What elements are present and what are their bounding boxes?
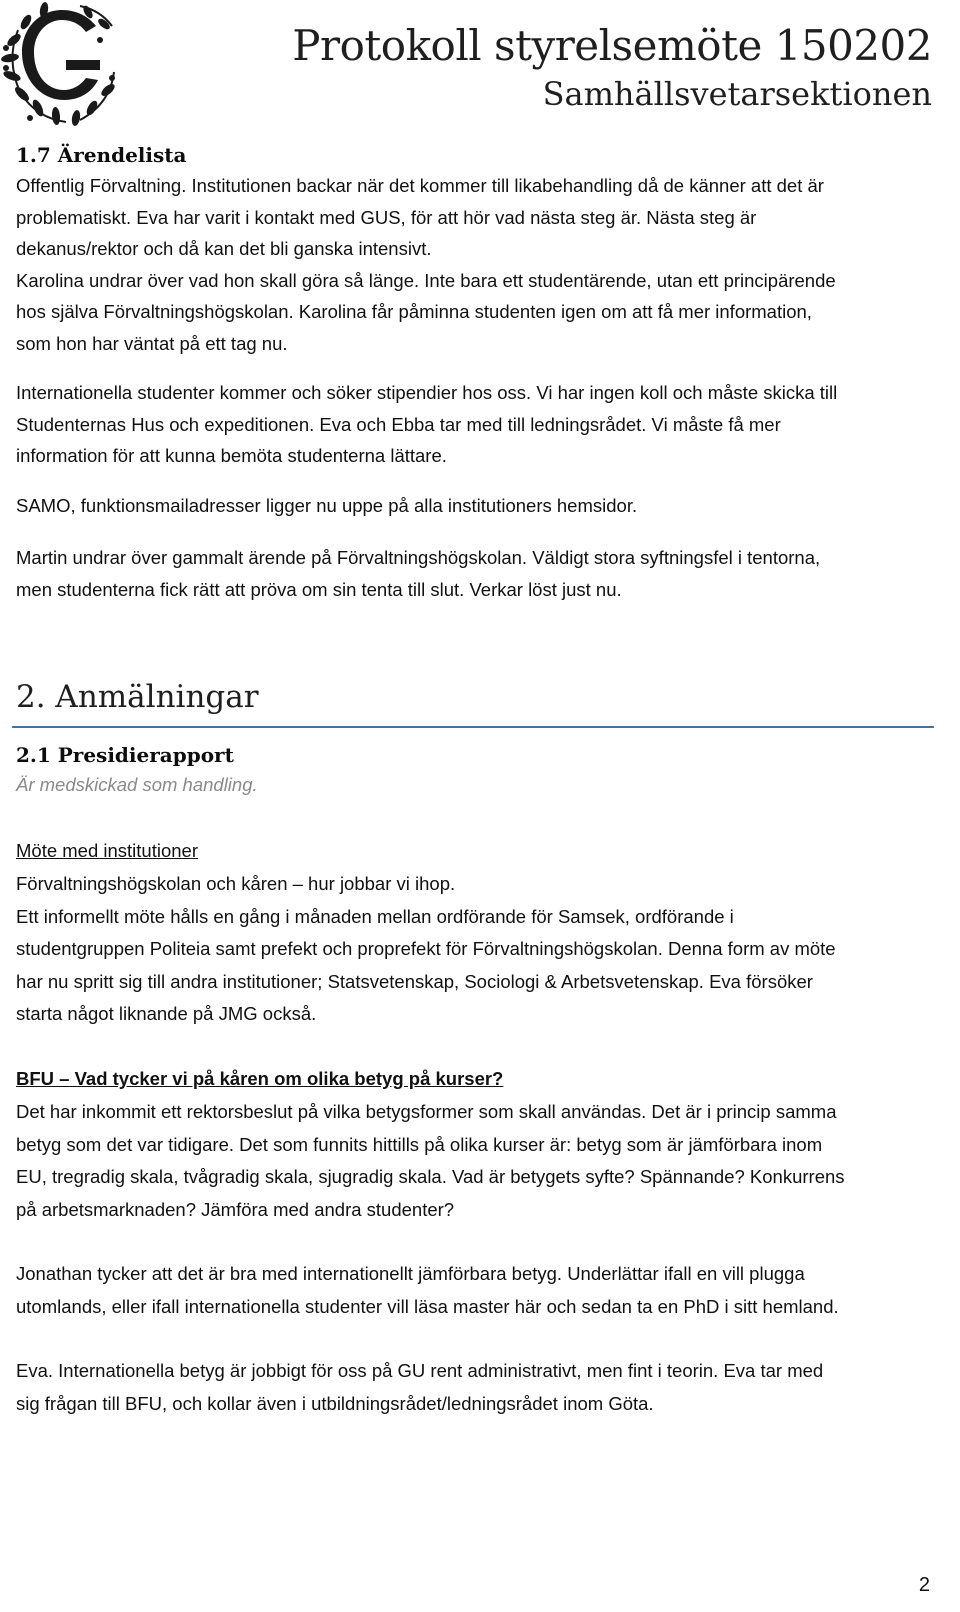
meeting-section: [16, 836, 946, 1031]
meeting-heading: Möte med institutioner: [16, 840, 199, 861]
paragraph-line: Internationella studenter kommer och söker stipendier hos oss. Vi har ingen koll och måste skicka till: [16, 382, 838, 403]
section-2-heading: 2. Anmälningar: [16, 679, 259, 715]
paragraph-line: Martin undrar över gammalt ärende på Förvaltningshögskolan. Väldigt stora syftningsfel i tentorna,: [16, 547, 821, 568]
paragraph-line: Jonathan tycker att det är bra med internationellt jämförbara betyg. Underlättar ifall en vill plugga: [16, 1263, 805, 1284]
paragraph-line: Förvaltningshögskolan och kåren – hur jobbar vi ihop.: [16, 873, 456, 894]
paragraph-line: hos själva Förvaltningshögskolan. Karolina får påminna studenten igen om att få mer information,: [16, 301, 812, 322]
handling-note: Är medskickad som handling.: [16, 774, 258, 795]
paragraph-line: Ett informellt möte hålls en gång i månaden mellan ordförande för Samsek, ordförande i: [16, 905, 734, 927]
paragraph-line: utomlands, eller ifall internationella studenter vill läsa master här och sedan ta en PhD i sitt hemland.: [16, 1295, 839, 1317]
paragraph-line: information för att kunna bemöta studenterna lättare.: [16, 445, 447, 466]
paragraph-line: Karolina undrar över vad hon skall göra så länge. Inte bara ett studentärende, utan ett principärende: [16, 269, 836, 291]
document-subtitle: Samhällsvetarsektionen: [542, 75, 932, 113]
paragraph-line: som hon har väntat på ett tag nu.: [16, 332, 288, 354]
bfu-section: [16, 1064, 946, 1226]
paragraph-line: på arbetsmarknaden? Jämföra med andra studenter?: [16, 1198, 455, 1220]
page-number: 2: [918, 1574, 930, 1596]
paragraph-line: Det har inkommit ett rektorsbeslut på vilka betygsformer som skall användas. Det är i princip samma: [16, 1101, 837, 1122]
paragraph-line: SAMO, funktionsmailadresser ligger nu uppe på alla institutioners hemsidor.: [16, 495, 638, 516]
paragraph-line: betyg som det var tidigare. Det som funnits hittills på olika kurser är: betyg som är jämförbara inom: [16, 1133, 823, 1155]
paragraph-line: dekanus/rektor och då kan det bli ganska intensivt.: [16, 238, 432, 259]
paragraph-line: starta något liknande på JMG också.: [16, 1003, 317, 1024]
paragraph-line: EU, tregradig skala, tvågradig skala, sjugradig skala. Vad är betygets syfte? Spännande? Konkurrens: [16, 1166, 845, 1187]
paragraph-line: Offentlig Förvaltning. Institutionen backar när det kommer till likabehandling då de känner att det är: [16, 175, 824, 196]
paragraph-martin: [16, 542, 946, 605]
heading-divider: [12, 726, 934, 728]
paragraph-line: men studenterna fick rätt att pröva om sin tenta till slut. Verkar löst just nu.: [16, 578, 622, 600]
section-1-7: [16, 140, 946, 359]
paragraph-samo: [16, 490, 946, 522]
paragraph-jonathan: [16, 1258, 946, 1323]
paragraph-line: Studenternas Hus och expeditionen. Eva och Ebba tar med till ledningsrådet. Vi måste få mer: [16, 413, 781, 435]
section-heading: 1.7 Ärendelista: [16, 143, 187, 167]
paragraph-eva: [16, 1355, 946, 1420]
document-title: Protokoll styrelsemöte 150202: [292, 21, 932, 70]
paragraph-line: sig frågan till BFU, och kollar även i utbildningsrådet/ledningsrådet inom Göta.: [16, 1392, 654, 1414]
paragraph-line: har nu spritt sig till andra institutioner; Statsvetenskap, Sociologi & Arbetsvetenskap. Eva försöker: [16, 970, 813, 992]
bfu-heading: BFU – Vad tycker vi på kåren om olika betyg på kurser?: [16, 1068, 504, 1089]
paragraph-stipendier: [16, 377, 946, 472]
subsection-heading: 2.1 Presidierapport: [16, 743, 234, 767]
section-2-1: [16, 740, 946, 800]
paragraph-line: problematiskt. Eva har varit i kontakt med GUS, för att hör vad nästa steg är. Nästa steg är: [16, 206, 757, 228]
logo-wreath-icon: [0, 0, 122, 128]
paragraph-line: Eva. Internationella betyg är jobbigt för oss på GU rent administrativt, men fint i teorin. Eva tar med: [16, 1360, 824, 1381]
paragraph-line: studentgruppen Politeia samt prefekt och proprefekt för Förvaltningshögskolan. Denna form av möte: [16, 938, 836, 959]
